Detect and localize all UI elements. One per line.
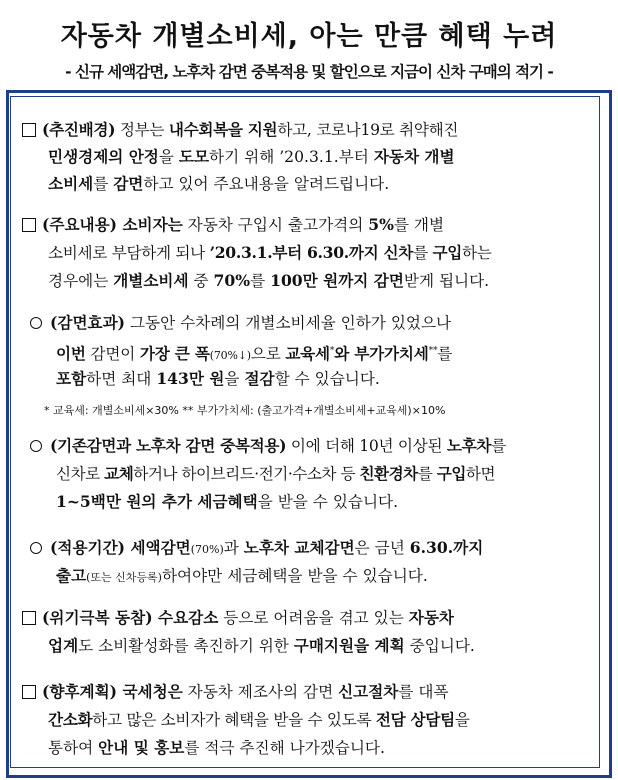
s1-l2d: 하기 위해 ’20.3.1.부터 xyxy=(209,148,374,166)
s5-l2b: (또는 신차등록) xyxy=(86,571,162,584)
s5-label: (적용기간) xyxy=(50,538,126,557)
page-title: 자동차 개별소비세, 아는 만큼 혜택 누려 xyxy=(60,21,558,52)
s2-l2c: 를 xyxy=(413,244,433,262)
s1-l3c: 감면 xyxy=(113,174,144,193)
s2-l3e: 를 xyxy=(250,272,271,290)
s7-text-d: 를 대폭 xyxy=(398,683,449,701)
s2-label: (주요내용) xyxy=(42,215,118,234)
s7-text-b: 자동차 제조사의 감면 xyxy=(182,683,339,701)
s4-l2g: 하면 xyxy=(465,465,496,483)
s1-text-c: 하고, 코로나19로 취약해진 xyxy=(277,121,459,139)
s2-l3c: 중 xyxy=(188,272,214,290)
s2-line3 xyxy=(48,271,489,291)
s2-l2d: 구입 xyxy=(432,243,463,262)
s2-text-b: 자동차 구입시 출고가격의 xyxy=(182,216,369,234)
s2-l3b: 개별소비세 xyxy=(113,271,189,290)
s3-l3e: 절감 xyxy=(244,369,275,388)
s2-text-d: 를 개별 xyxy=(393,216,445,234)
s2-l2e: 하는 xyxy=(462,244,492,262)
s6-text-b: 등으로 어려움을 겪고 있는 xyxy=(218,609,409,627)
s5-line2 xyxy=(56,566,428,588)
s6-l2b: 도 소비활성화를 촉진하기 위한 xyxy=(78,637,294,655)
s6-l2c: 구매지원을 계획 xyxy=(293,636,405,655)
s6-label: (위기극복 동참) xyxy=(42,608,153,627)
bullet-circle-icon xyxy=(30,317,42,329)
s3-text-a: 그동안 수차례의 개별소비세율 인하가 있었으나 xyxy=(125,314,452,332)
s5-text-e: 은 금년 xyxy=(354,539,410,557)
s1-line1 xyxy=(22,120,458,140)
s3-line2 xyxy=(56,341,452,366)
s3-l2c: 가장 큰 폭 xyxy=(139,344,210,364)
s6-text-a: 수요감소 xyxy=(152,608,219,627)
s1-l2b: 을 xyxy=(158,148,179,166)
s6-l2d: 중입니다. xyxy=(404,637,475,655)
s2-text-a: 소비자는 xyxy=(117,215,183,234)
checkbox-square-icon xyxy=(22,685,36,699)
s7-l2d: 을 xyxy=(454,711,470,729)
s4-l3a: 1~5백만 원의 추가 세금혜택 xyxy=(56,492,258,511)
s1-l3a: 소비세 xyxy=(48,174,94,193)
bullet-circle-icon xyxy=(30,542,42,554)
s3-l2f: 교육세 xyxy=(285,344,330,364)
s1-l2c: 도모 xyxy=(178,147,210,166)
s7-line1 xyxy=(22,682,449,702)
s7-text-a: 국세청은 xyxy=(117,682,183,701)
s3-l2j: ** xyxy=(428,346,438,356)
s2-line2 xyxy=(48,243,492,263)
s3-l3c: 143만 원 xyxy=(156,369,225,388)
s3-line3 xyxy=(56,369,380,389)
s3-l3d: 을 xyxy=(224,370,245,388)
s5-text-f: 6.30.까지 xyxy=(409,538,484,557)
s2-l3d: 70% xyxy=(213,271,251,290)
s7-l3b: 안내 및 홍보 xyxy=(98,738,185,757)
s7-label: (향후계획) xyxy=(42,682,118,701)
s3-label: (감면효과) xyxy=(50,313,126,332)
s2-l3f: 100만 원까지 감면 xyxy=(270,271,404,290)
s3-l2h: 와 xyxy=(334,344,355,364)
s3-l3b: 하면 최대 xyxy=(86,370,157,388)
s4-text-a: 이에 더해 10년 이상된 xyxy=(286,437,447,455)
s5-l2c: 하여야만 세금혜택을 받을 수 있습니다. xyxy=(161,567,428,585)
s4-label: (기존감면과 노후차 감면 중복적용) xyxy=(50,436,287,455)
checkbox-square-icon xyxy=(22,123,36,137)
s1-text-a: 정부는 xyxy=(115,121,169,139)
s4-l3b: 을 받을 수 있습니다. xyxy=(257,493,399,511)
s2-l2b: ’20.3.1.부터 6.30.까지 신차 xyxy=(209,243,414,262)
s7-text-c: 신고절차 xyxy=(338,682,399,701)
s1-l3b: 를 xyxy=(93,175,114,193)
s1-l2a: 민생경제의 안정 xyxy=(48,147,159,166)
s4-l2c: 하거나 하이브리드·전기·수소차 등 xyxy=(133,465,360,483)
s3-footnote: * 교육세: 개별소비세×30% ** 부가가치세: (출고가격+개별소비세+교육세)×10% xyxy=(44,404,446,417)
s5-line1 xyxy=(30,538,483,560)
page-subtitle: - 신규 세액감면, 노후차 감면 중복적용 및 할인으로 지금이 신차 구매의 적기 - xyxy=(65,63,553,81)
s4-text-b: 노후차 xyxy=(446,436,492,455)
s1-line3 xyxy=(48,174,389,194)
checkbox-square-icon xyxy=(22,611,36,625)
s2-line1 xyxy=(22,215,444,235)
s4-line1 xyxy=(30,436,506,456)
s1-l2e: 자동차 개별 xyxy=(373,147,455,166)
s2-text-c: 5% xyxy=(368,215,394,234)
s5-text-d: 노후차 교체감면 xyxy=(243,538,355,557)
s7-line2 xyxy=(48,710,470,730)
s4-l2e: 를 xyxy=(417,465,437,483)
content-frame-inner xyxy=(10,96,600,768)
s3-l2k: 를 xyxy=(437,345,453,364)
s1-label: (추진배경) xyxy=(42,120,116,139)
s7-l2a: 간소화 xyxy=(48,710,93,729)
s3-l2g: * xyxy=(329,346,335,356)
s7-line3 xyxy=(48,738,385,758)
s1-text-b: 내수회복을 지원 xyxy=(168,120,278,139)
s1-l3d: 하고 있어 주요내용을 알려드립니다. xyxy=(143,175,390,193)
s7-l3c: 를 적극 추진해 나가겠습니다. xyxy=(184,739,385,757)
s6-line1 xyxy=(22,608,454,628)
s7-l2c: 전담 상담팀 xyxy=(375,710,455,729)
s4-l2a: 신차로 xyxy=(56,465,105,483)
s3-l2i: 부가가치세 xyxy=(354,344,429,364)
s3-line1 xyxy=(30,313,451,333)
s3-l3a: 포함 xyxy=(56,369,87,388)
s3-l2b: 감면이 xyxy=(85,345,140,364)
s3-l3f: 할 수 있습니다. xyxy=(274,370,380,388)
s4-l2f: 구입 xyxy=(436,464,466,483)
s5-l2a: 출고 xyxy=(56,566,87,585)
s2-l3a: 경우에는 xyxy=(48,272,114,290)
s6-l2a: 업계 xyxy=(48,636,79,655)
s6-text-c: 자동차 xyxy=(408,608,454,627)
s1-line2 xyxy=(48,147,455,167)
s4-text-c: 를 xyxy=(491,437,506,455)
s6-line2 xyxy=(48,636,475,656)
bullet-circle-icon xyxy=(30,440,42,452)
s4-l2d: 친환경차 xyxy=(359,464,418,483)
s2-l3g: 받게 됩니다. xyxy=(403,272,490,290)
s7-l3a: 통하여 xyxy=(48,739,99,757)
checkbox-square-icon xyxy=(22,218,36,232)
s5-text-c: 과 xyxy=(223,539,244,557)
s4-l2b: 교체 xyxy=(104,464,134,483)
s3-l2d: (70%↓) xyxy=(209,349,251,363)
s4-line3 xyxy=(56,492,398,512)
s3-l2e: 으로 xyxy=(250,345,286,364)
s5-text-a: 세액감면 xyxy=(125,538,191,557)
s3-l2a: 이번 xyxy=(56,344,86,364)
s4-line2 xyxy=(56,464,495,484)
s2-l2a: 소비세로 부담하게 되나 xyxy=(48,244,210,262)
s5-text-b: (70%) xyxy=(190,543,224,556)
s7-l2b: 하고 많은 소비자가 혜택을 받을 수 있도록 xyxy=(92,711,376,729)
